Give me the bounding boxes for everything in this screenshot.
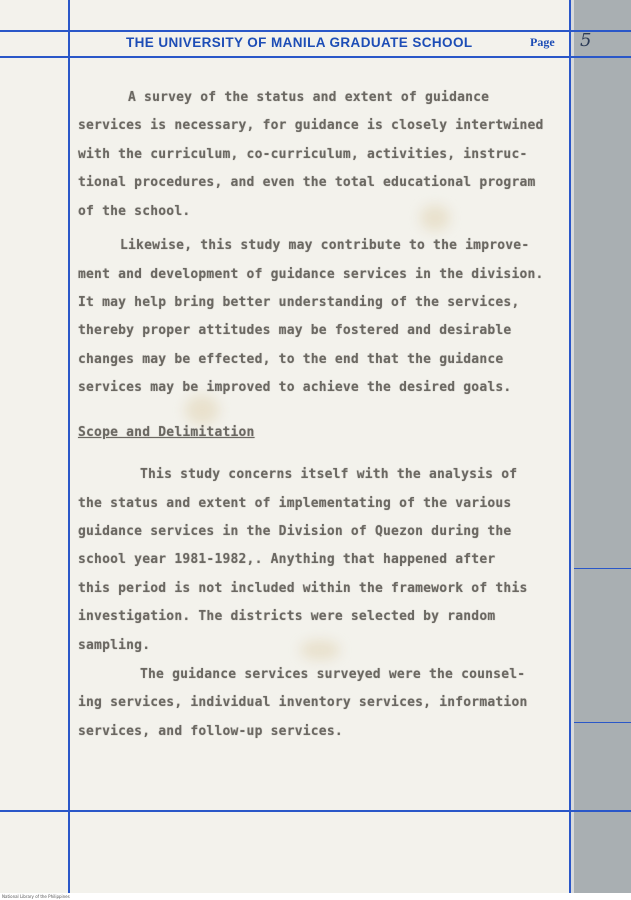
header-top-rule bbox=[0, 30, 631, 32]
text-line: of the school. bbox=[78, 204, 191, 219]
text-line: thereby proper attitudes may be fostered and desirable bbox=[78, 323, 512, 338]
scan-footer bbox=[0, 893, 631, 900]
scan-footer-text: National Library of the Philippines bbox=[2, 894, 70, 899]
paper-stain bbox=[300, 640, 340, 660]
left-margin-line bbox=[68, 0, 70, 893]
text-line: This study concerns itself with the analysis of bbox=[140, 467, 518, 482]
text-line: ing services, individual inventory services, information bbox=[78, 695, 528, 710]
paper-stain bbox=[185, 395, 219, 425]
header-bottom-rule bbox=[0, 56, 631, 58]
text-line: with the curriculum, co-curriculum, activities, instruc- bbox=[78, 147, 528, 162]
text-line: the status and extent of implementating of the various bbox=[78, 496, 512, 511]
text-line: It may help bring better understanding of the services, bbox=[78, 295, 520, 310]
paper-stain bbox=[420, 205, 450, 231]
university-header-title: THE UNIVERSITY OF MANILA GRADUATE SCHOOL bbox=[126, 35, 473, 50]
text-line: changes may be effected, to the end that the guidance bbox=[78, 352, 504, 367]
backing-rule bbox=[574, 568, 631, 569]
text-line: sampling. bbox=[78, 638, 151, 653]
text-line: services, and follow-up services. bbox=[78, 724, 343, 739]
scan-backing bbox=[574, 0, 631, 893]
text-line: school year 1981-1982,. Anything that happened after bbox=[78, 552, 496, 567]
page-number: 5 bbox=[580, 30, 592, 51]
text-line: this period is not included within the framework of this bbox=[78, 581, 528, 596]
backing-rule bbox=[574, 722, 631, 723]
page-label: Page bbox=[530, 35, 555, 49]
footer-rule bbox=[0, 810, 631, 812]
text-line: Likewise, this study may contribute to the improve- bbox=[120, 238, 530, 253]
text-line: guidance services in the Division of Quezon during the bbox=[78, 524, 512, 539]
text-line: A survey of the status and extent of guidance bbox=[128, 90, 490, 105]
text-line: tional procedures, and even the total educational program bbox=[78, 175, 536, 190]
text-line: investigation. The districts were selected by random bbox=[78, 609, 496, 624]
text-line: ment and development of guidance services in the division. bbox=[78, 267, 544, 282]
text-line: services may be improved to achieve the desired goals. bbox=[78, 380, 512, 395]
text-line: services is necessary, for guidance is closely intertwined bbox=[78, 118, 544, 133]
text-line: The guidance services surveyed were the counsel- bbox=[140, 667, 526, 682]
section-heading: Scope and Delimitation bbox=[78, 425, 255, 440]
right-margin-line bbox=[569, 0, 571, 893]
